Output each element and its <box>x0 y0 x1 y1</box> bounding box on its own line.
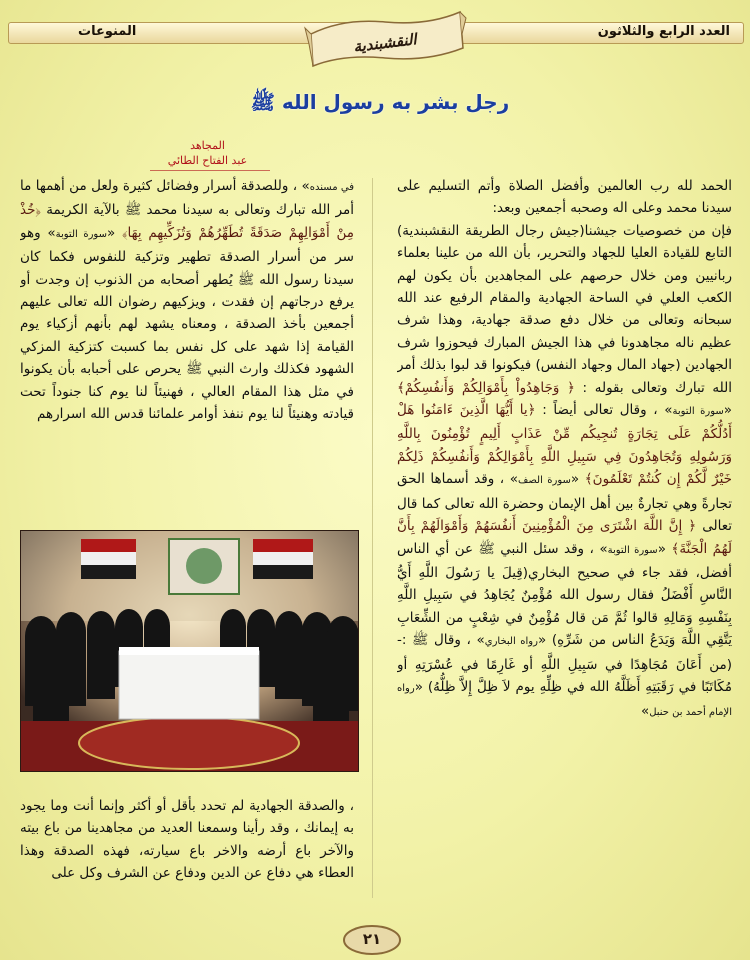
verse-reference: سورة التوبة <box>607 544 658 556</box>
paragraph <box>397 175 732 220</box>
article-column-right <box>397 175 732 895</box>
paragraph-text: الحمد لله رب العالمين وأفضل الصلاة وأتم التسليم على سيدنا محمد وعلى اله وصحبه أجمعين وبعد: <box>397 178 732 217</box>
article-photo <box>20 530 359 772</box>
verse-reference: سورة الصف <box>518 475 571 487</box>
paragraph-text: ، وقد سئل النبي ﷺ عن أي الناس أفضل، فقد جاء في صحيح البخاري(قِيلَ يا رَسُولَ اللَّهِ أَيُّ النَّاسِ أَفْضَلُ فقال رسول الله مُؤْمِنٌ يُجَاهِدُ في سَبِيلِ اللَّهِ بِنَفْسِهِ وَمَالِهِ قالوا ثُمَّ مَن قال مُؤْمِنٌ في شِعْبٍ من الشِّعَابِ يَتَّقِي اللَّهَ وَيَدَعُ الناس من شَرِّهِ) <box>397 540 732 649</box>
verse-reference: سورة التوبة <box>672 406 724 418</box>
paragraph: فإن من خصوصيات جيشنا(جيش رجال الطريقة النقشبندية) التابع للقيادة العليا للجهاد والتحرير، بأن الله من علينا بعلماء ربانيين ومن خلال حرصهم على المجاهدين بأن يكون لهم الكعب العلي في الساحة الجهادية والمقام الرفيع عند الله سبحانه وتعالى من خلال دفع صدقة جهادية، وهذا شرف عظيم ناله مجاهدونا في هذا الجيش المبارك فيحوزوا شرف الجهادين (جهاد المال وجهاد النفس) فيكونوا قد لبوا بذلك أمر الله تبارك وتعالى بقوله : ﴿ وَجَاهِدُواْ بِأَمْوَالِكُمْ وَأَنفُسِكُمْ﴾ «سورة التوبة» ، وقال تعالى أيضاً : ﴿يا أَيُّهَا الَّذِينَ ءَامَنُوا هَلْ أَدُلُّكُمْ عَلَى تِجَارَةٍ تُنجِيكُم مِّنْ عَذَابٍ أَلِيمٍ تُؤْمِنُونَ بِاللَّهِ وَرَسُولِهِ وَتُجَاهِدُونَ فِي سَبِيلِ اللَّهِ بِأَمْوَالِكُمْ وَأَنفُسِكُمْ ذَلِكُمْ خَيْرٌ لَّكُمْ إِن كُنتُمْ تَعْلَمُونَ﴾ «سورة الصف» ، وقد أسماها الحق تجارةً وهي تجارةٌ بين أهل الإيمان وحضرة الله تعالى كما قال تعالى ﴿ إِنَّ اللَّهَ اشْتَرَى مِنَ الْمُؤْمِنِينَ أَنفُسَهُمْ وَأَمْوَالَهُمْ بِأَنَّ لَهُمُ الْجَنَّةَ﴾ «سورة التوبة» ، وقد سئل النبي ﷺ عن أي الناس أفضل، فقد جاء في صحيح البخاري(قِيلَ يا رَسُولَ اللَّهِ أَيُّ النَّاسِ أَفْضَلُ فقال رسول الله مُؤْمِنٌ يُجَاهِدُ في سَبِيلِ اللَّهِ بِنَفْسِهِ وَمَالِهِ قالوا ثُمَّ مَن قال مُؤْمِنٌ في شِعْبٍ من الشِّعَابِ يَتَّقِي اللَّهَ وَيَدَعُ الناس من شَرِّهِ) «رواه البخاري» ، وقال ﷺ :- (من أَعَانَ مُجَاهِدًا في سَبِيلِ اللَّهِ أو غَارِمًا في عُسْرَتِهِ أو مُكَاتَبًا في رَقَبَتِهِ أَظَلَّهُ الله في ظِلِّهِ يوم لاَ ظِلَّ إِلاَّ ظِلُّهُ) «رواه الإمام أحمد بن حنبل» <box>397 222 732 720</box>
verse-reference: سورة التوبة <box>55 228 107 240</box>
paragraph-text: ، والصدقة الجهادية لم تحدد بأقل أو أكثر وإنما أنت وما يجود به إيمانك ، وقد رأينا وسمعنا العديد من مجاهدينا من باع بيته والآخر باع أرضه والاخر باع سيارته، فهذه الصدقة وهذا العطاء هي دفاع عن الدين ودفاع عن الشرف وكل على <box>20 798 354 882</box>
section-label: المنوعات <box>78 24 137 39</box>
issue-label: العدد الرابع والثلاثون <box>597 24 730 39</box>
quran-verse: ﴿يا أَيُّهَا الَّذِينَ ءَامَنُوا هَلْ أَدُلُّكُمْ عَلَى تِجَارَةٍ تُنجِيكُم مِّنْ عَذَابٍ أَلِيمٍ تُؤْمِنُونَ بِاللَّهِ وَرَسُولِهِ وَتُجَاهِدُونَ فِي سَبِيلِ اللَّهِ بِأَمْوَالِكُمْ وَأَنفُسِكُمْ ذَلِكُمْ خَيْرٌ لَّكُمْ إِن كُنتُمْ تَعْلَمُونَ﴾ <box>397 402 732 488</box>
quran-verse: ﴿ وَجَاهِدُواْ بِأَمْوَالِكُمْ وَأَنفُسِكُمْ﴾ <box>397 379 575 396</box>
quran-verse: ﴿ إِنَّ اللَّهَ اشْتَرَى مِنَ الْمُؤْمِنِينَ أَنفُسَهُمْ وَأَمْوَالَهُمْ بِأَنَّ لَهُمُ الْجَنَّةَ﴾ <box>397 518 732 557</box>
hadith-reference: رواه الإمام أحمد بن حنبل <box>397 682 732 719</box>
paragraph-text: ، وقال تعالى أيضاً : <box>542 402 658 419</box>
article-title: رجل بشر به رسول الله ﷺ <box>250 90 510 114</box>
author-rank: المجاهد <box>190 139 225 152</box>
ribbon-title: النقشبندية <box>352 30 418 56</box>
paragraph <box>20 795 354 885</box>
paragraph: في مسنده» ، وللصدقة أسرار وفضائل كثيرة ولعل من أهمها ما أمر الله تبارك وتعالى به سيدنا محمد ﷺ بالآية الكريمة ﴿خُذْ مِنْ أَمْوَالِهِمْ صَدَقَةً تُطَهِّرُهُمْ وَتُزَكِّيهِم بِهَا﴾ «سورة التوبة» وهو سر من أسرار الصدقة تطهير وتزكية للنفوس فكما كان سيدنا رسول الله ﷺ يُطهر أصحابه من الذنوب إن وجدت أو يرفع درجاتهم إن فقدت ، ويزكيهم رضوان الله تعالى عليهم أجمعين بأخذ الصدقة ، ومعناه يشهد لهم بأنهم أزكياء يوم القيامة إذا شهد على كل نفس بما كسبت كتزكية المزكي الشهود فكذلك وارث النبي ﷺ يحرص على أحبابه بأن يكونوا في مثل هذا المقام العالي ، فهنيئاً لنا يوم كنا جنوداً تحت قيادته وهنيئاً لنا يوم ننفذ أوامر علمائنا قدس الله اسرارهم <box>20 178 354 423</box>
hadith-reference: في مسنده <box>309 182 354 193</box>
column-divider <box>372 178 373 898</box>
paragraph-text: ، وقد أسماها الحق تجارةً وهي تجارةٌ بين أهل الإيمان وحضرة الله تعالى كما قال تعالى <box>397 471 732 535</box>
article-column-left-top <box>20 175 354 525</box>
article-column-left-bottom <box>20 795 354 925</box>
paragraph-text: وهو سر من أسرار الصدقة تطهير وتزكية للنفوس فكما كان سيدنا رسول الله ﷺ يُطهر أصحابه من الذنوب إن وجدت أو يرفع درجاتهم إن فقدت ، ويزكيهم رضوان الله تعالى عليهم أجمعين بأخذ الصدقة ، ومعناه يشهد لهم بأنهم أزكياء يوم القيامة إذا شهد على كل نفس بما كسبت كتزكية المزكي الشهود فكذلك وارث النبي ﷺ يحرص على أحبابه بأن يكونوا في مثل هذا المقام العالي ، فهنيئاً لنا يوم كنا جنوداً تحت قيادته وهنيئاً لنا يوم ننفذ أوامر علمائنا قدس الله اسرارهم <box>20 224 354 423</box>
author-name: عبد الفتاح الطائي <box>167 154 248 167</box>
author-underline <box>150 170 270 171</box>
page-number: ٢١ <box>362 930 382 948</box>
hadith-reference: رواه البخاري <box>484 636 538 648</box>
paragraph-text: فإن من خصوصيات جيشنا(جيش رجال الطريقة النقشبندية) التابع للقيادة العليا للجهاد والتحرير، بأن الله من علينا بعلماء ربانيين ومن خلال حرصهم على المجاهدين بأن يكون لهم الكعب العلي في الساحة الجهادية والمقام الرفيع عند الله سبحانه وتعالى من خلال دفع صدقة جهادية، وهذا شرف عظيم ناله مجاهدونا في هذا الجيش المبارك فيحوزوا شرف الجهادين (جهاد المال وجهاد النفس) فيكونوا قد لبوا بذلك أمر الله تبارك وتعالى بقوله : <box>397 222 732 396</box>
quran-verse: ﴿خُذْ مِنْ أَمْوَالِهِمْ صَدَقَةً تُطَهِّرُهُمْ وَتُزَكِّيهِم بِهَا﴾ <box>20 202 354 241</box>
author-signature <box>160 138 255 168</box>
paragraph-text: ، وقال ﷺ :- (من أَعَانَ مُجَاهِدًا في سَبِيلِ اللَّهِ أو غَارِمًا في عُسْرَتِهِ أو مُكَاتَبًا في رَقَبَتِهِ أَظَلَّهُ الله في ظِلِّهِ يوم لاَ ظِلَّ إِلاَّ ظِلُّهُ) <box>397 632 732 695</box>
paragraph-text: ، وللصدقة أسرار وفضائل كثيرة ولعل من أهمها ما أمر الله تبارك وتعالى به سيدنا محمد ﷺ بالآية الكريمة <box>20 178 354 219</box>
